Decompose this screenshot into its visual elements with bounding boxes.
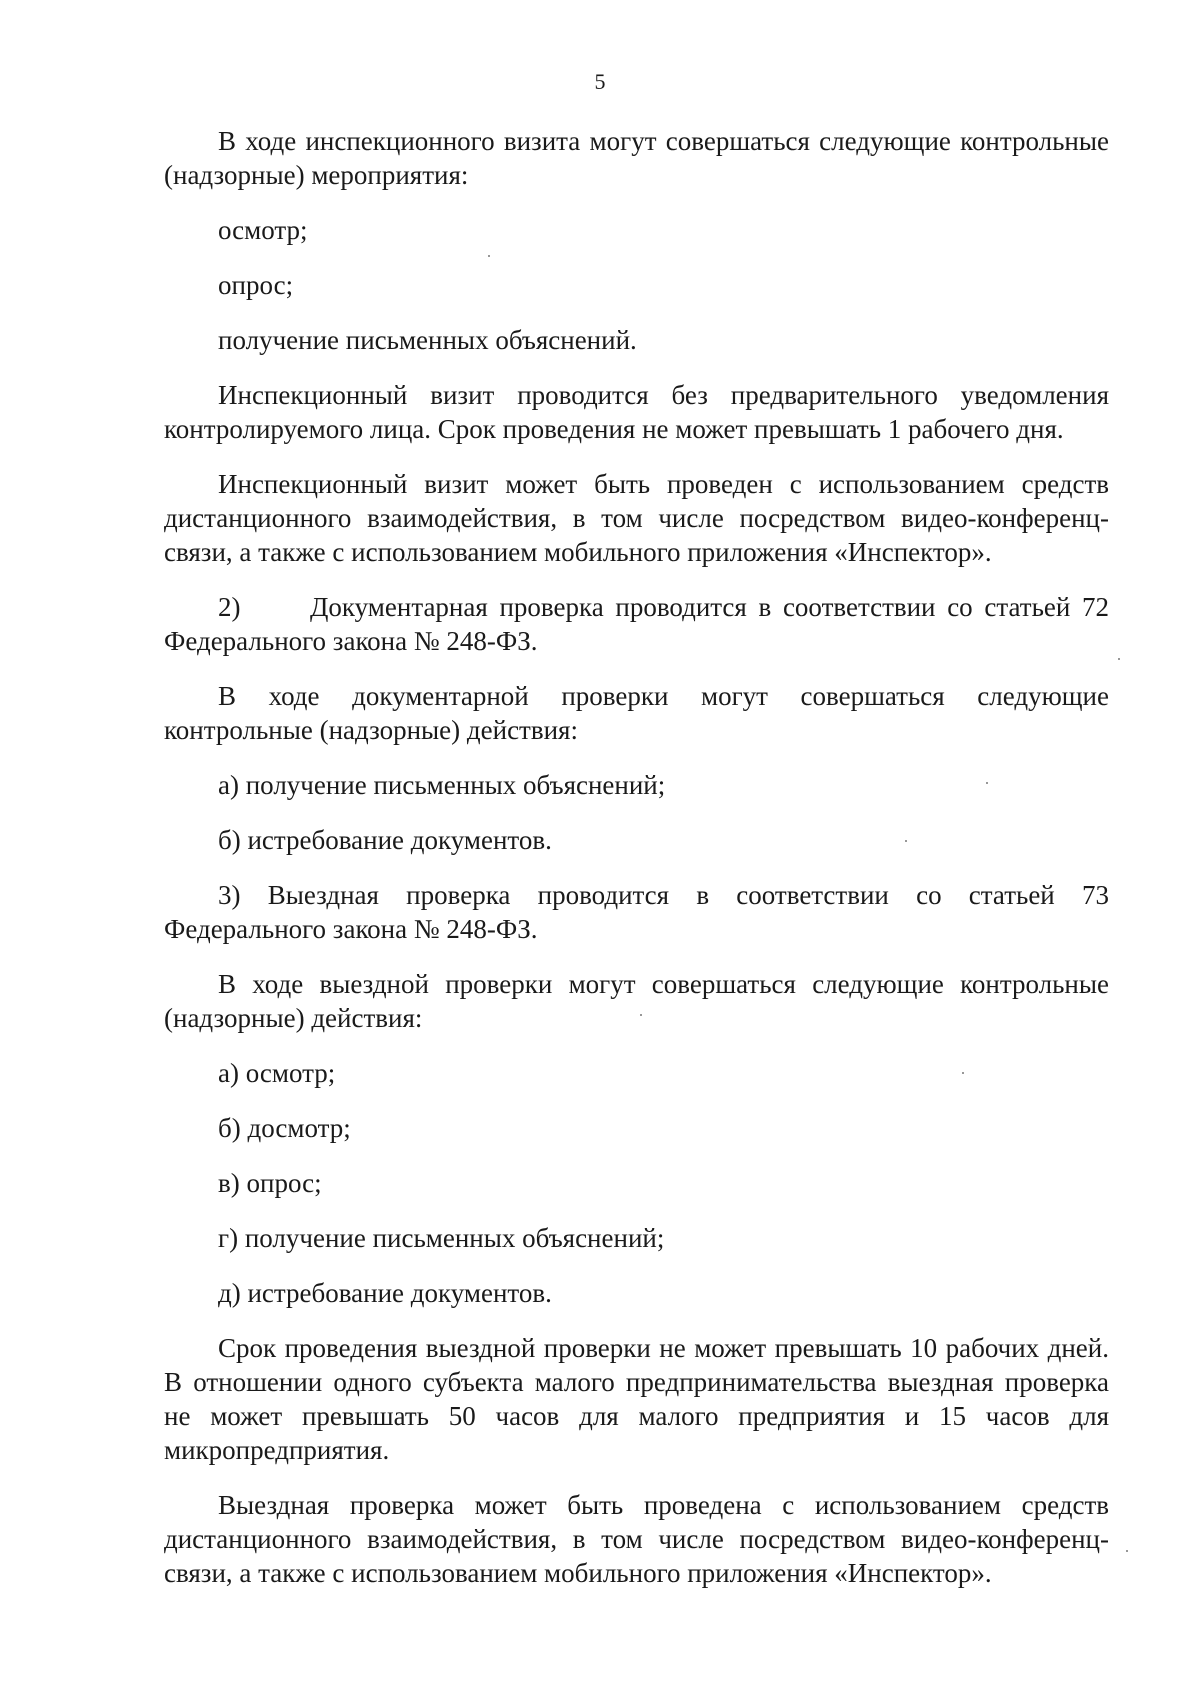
paragraph-onsite-check-actions: В ходе выездной проверки могут совершаться следующие контрольные (надзорные) действия: bbox=[164, 969, 1109, 1033]
scan-speck bbox=[962, 1072, 964, 1074]
scan-speck bbox=[1118, 658, 1120, 660]
scan-speck bbox=[986, 782, 988, 784]
list-item-onsite-search: б) досмотр; bbox=[218, 1113, 351, 1143]
paragraph-documentary-check bbox=[164, 590, 1109, 658]
paragraph-onsite-check-terms: Срок проведения выездной проверки не может превышать 10 рабочих дней. В отношении одного субъекта малого предпринимательства выездная проверка не может превышать 50 часов для малого предприятия и 15 часов для микропредприятия. bbox=[164, 1333, 1109, 1465]
paragraph-documentary-check-actions: В ходе документарной проверки могут совершаться следующие контрольные (надзорные) действия: bbox=[164, 681, 1109, 745]
list-item-doc-written-explanations: а) получение письменных объяснений; bbox=[218, 770, 666, 800]
list-item-onsite-survey: в) опрос; bbox=[218, 1168, 322, 1198]
document-body bbox=[164, 124, 1109, 1611]
scan-speck bbox=[488, 255, 490, 257]
list-item-doc-requesting-documents: б) истребование документов. bbox=[218, 825, 552, 855]
list-item-written-explanations: получение письменных объяснений. bbox=[218, 325, 637, 355]
list-item-onsite-requesting-documents: д) истребование документов. bbox=[218, 1278, 552, 1308]
paragraph-onsite-check-remote: Выездная проверка может быть проведена с использованием средств дистанционного взаимодействия, в том числе посредством видео-конференц-связи, а также с использованием мобильного приложения «Инспектор». bbox=[164, 1490, 1109, 1588]
list-item-inspection: осмотр; bbox=[218, 215, 308, 245]
scan-speck bbox=[640, 1014, 642, 1016]
list-item-onsite-written-explanations: г) получение письменных объяснений; bbox=[218, 1223, 665, 1253]
documentary-check-text: Документарная проверка проводится в соответствии со статьей 72 Федерального закона № 248-ФЗ. bbox=[164, 592, 1109, 656]
page-number: 5 bbox=[594, 69, 606, 94]
paragraph-inspection-visit-actions: В ходе инспекционного визита могут совершаться следующие контрольные (надзорные) мероприятия: bbox=[164, 126, 1109, 190]
paragraph-onsite-check: 3) Выездная проверка проводится в соответствии со статьей 73 Федерального закона № 248-ФЗ. bbox=[164, 880, 1109, 944]
scan-speck bbox=[905, 840, 907, 842]
paragraph-inspection-visit-remote: Инспекционный визит может быть проведен с использованием средств дистанционного взаимодействия, в том числе посредством видео-конференц-связи, а также с использованием мобильного приложения «Инспектор». bbox=[164, 469, 1109, 567]
scan-speck bbox=[1126, 1550, 1128, 1552]
item-number: 2) bbox=[218, 592, 241, 622]
list-item-onsite-inspection: а) осмотр; bbox=[218, 1058, 336, 1088]
paragraph-inspection-visit-terms: Инспекционный визит проводится без предварительного уведомления контролируемого лица. Срок проведения не может превышать 1 рабочего дня. bbox=[164, 380, 1109, 444]
list-item-survey: опрос; bbox=[218, 270, 294, 300]
